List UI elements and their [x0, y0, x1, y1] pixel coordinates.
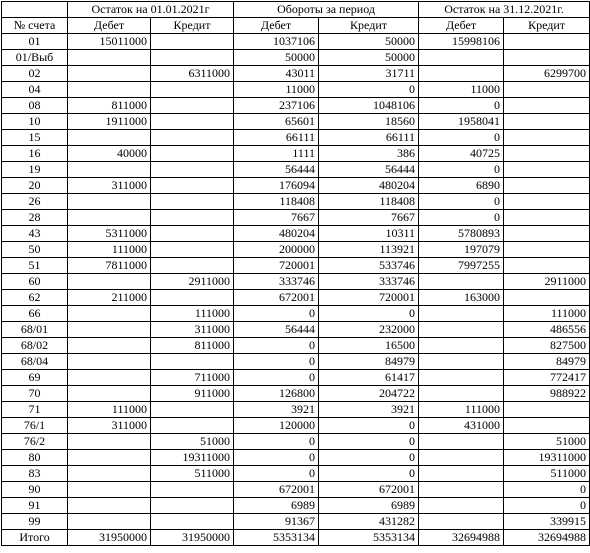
opening-credit-cell: [151, 34, 234, 50]
account-number-cell: 70: [2, 386, 68, 402]
opening-debit-cell: 811000: [68, 98, 151, 114]
turnover-credit-cell: 1048106: [319, 98, 419, 114]
closing-debit-cell: [419, 370, 504, 386]
turnover-debit-cell: 480204: [234, 226, 319, 242]
opening-debit-cell: [68, 130, 151, 146]
table-body: [2, 34, 590, 546]
account-number-cell: 76/2: [2, 434, 68, 450]
account-number-header: № счета: [2, 18, 68, 34]
turnover-credit-cell: 56444: [319, 162, 419, 178]
opening-credit-cell: [151, 194, 234, 210]
closing-credit-cell: [504, 50, 590, 66]
closing-credit-cell: 511000: [504, 466, 590, 482]
turnover-credit-cell: 533746: [319, 258, 419, 274]
turnover-credit-cell: 0: [319, 434, 419, 450]
table-row: [2, 274, 590, 290]
turnover-debit-header: Дебет: [234, 18, 319, 34]
closing-debit-cell: 5780893: [419, 226, 504, 242]
closing-debit-cell: 40725: [419, 146, 504, 162]
closing-credit-cell: 6299700: [504, 66, 590, 82]
table-row: [2, 210, 590, 226]
table-row: [2, 130, 590, 146]
account-number-cell: 43: [2, 226, 68, 242]
account-number-cell: 08: [2, 98, 68, 114]
table-row: [2, 402, 590, 418]
account-number-cell: 80: [2, 450, 68, 466]
closing-credit-cell: 827500: [504, 338, 590, 354]
closing-credit-cell: [504, 226, 590, 242]
turnover-credit-cell: 431282: [319, 514, 419, 530]
opening-debit-cell: [68, 194, 151, 210]
table-row: [2, 98, 590, 114]
table-row: [2, 258, 590, 274]
closing-debit-cell: [419, 338, 504, 354]
closing-debit-cell: [419, 322, 504, 338]
turnover-credit-cell: 0: [319, 450, 419, 466]
opening-debit-cell: [68, 306, 151, 322]
closing-credit-cell: 111000: [504, 306, 590, 322]
turnover-debit-cell: 126800: [234, 386, 319, 402]
closing-debit-cell: [419, 66, 504, 82]
turnover-debit-cell: 1111: [234, 146, 319, 162]
turnover-debit-cell: 720001: [234, 258, 319, 274]
opening-credit-cell: 19311000: [151, 450, 234, 466]
turnover-debit-cell: 56444: [234, 162, 319, 178]
turnover-credit-cell: 10311: [319, 226, 419, 242]
turnover-credit-cell: 50000: [319, 34, 419, 50]
turnover-credit-cell: 5353134: [319, 530, 419, 546]
table-row: [2, 514, 590, 530]
turnover-credit-cell: 0: [319, 466, 419, 482]
opening-credit-cell: [151, 98, 234, 114]
account-number-cell: 60: [2, 274, 68, 290]
closing-debit-cell: [419, 306, 504, 322]
turnover-header: Обороты за период: [234, 2, 419, 18]
turnover-debit-cell: 200000: [234, 242, 319, 258]
turnover-credit-cell: 118408: [319, 194, 419, 210]
turnover-credit-cell: 0: [319, 306, 419, 322]
header-row-groups: [2, 2, 590, 18]
turnover-credit-cell: 672001: [319, 482, 419, 498]
table-row: [2, 114, 590, 130]
account-number-cell: 99: [2, 514, 68, 530]
closing-credit-cell: [504, 146, 590, 162]
table-row: [2, 306, 590, 322]
table-row: [2, 178, 590, 194]
turnover-debit-cell: 0: [234, 434, 319, 450]
account-number-cell: 16: [2, 146, 68, 162]
closing-credit-cell: [504, 258, 590, 274]
account-number-cell: 50: [2, 242, 68, 258]
table-row: [2, 242, 590, 258]
closing-credit-cell: 486556: [504, 322, 590, 338]
opening-credit-cell: [151, 210, 234, 226]
closing-credit-cell: 19311000: [504, 450, 590, 466]
table-row: [2, 498, 590, 514]
opening-credit-cell: [151, 130, 234, 146]
account-number-cell: 76/1: [2, 418, 68, 434]
closing-credit-cell: 32694988: [504, 530, 590, 546]
table-row: [2, 450, 590, 466]
closing-debit-cell: [419, 434, 504, 450]
turnover-credit-cell: 31711: [319, 66, 419, 82]
closing-debit-cell: [419, 354, 504, 370]
closing-debit-cell: [419, 466, 504, 482]
closing-debit-header: Дебет: [419, 18, 504, 34]
closing-credit-cell: [504, 34, 590, 50]
opening-credit-cell: [151, 50, 234, 66]
closing-debit-cell: 0: [419, 210, 504, 226]
closing-debit-cell: 7997255: [419, 258, 504, 274]
table-row: [2, 226, 590, 242]
closing-credit-cell: [504, 418, 590, 434]
opening-credit-cell: [151, 114, 234, 130]
turnover-credit-cell: 61417: [319, 370, 419, 386]
opening-debit-cell: [68, 514, 151, 530]
account-number-cell: 62: [2, 290, 68, 306]
opening-debit-cell: [68, 450, 151, 466]
closing-credit-cell: [504, 290, 590, 306]
opening-debit-cell: 211000: [68, 290, 151, 306]
closing-credit-cell: 84979: [504, 354, 590, 370]
table-row: [2, 82, 590, 98]
turnover-credit-cell: 66111: [319, 130, 419, 146]
closing-debit-cell: [419, 386, 504, 402]
opening-credit-cell: [151, 178, 234, 194]
closing-credit-cell: [504, 242, 590, 258]
opening-credit-cell: [151, 402, 234, 418]
turnover-credit-cell: 232000: [319, 322, 419, 338]
account-number-cell: 04: [2, 82, 68, 98]
turnover-debit-cell: 118408: [234, 194, 319, 210]
closing-debit-cell: 0: [419, 162, 504, 178]
table-row: [2, 418, 590, 434]
account-number-cell: 15: [2, 130, 68, 146]
opening-credit-cell: [151, 290, 234, 306]
turnover-debit-cell: 3921: [234, 402, 319, 418]
closing-credit-cell: 51000: [504, 434, 590, 450]
turnover-credit-cell: 0: [319, 82, 419, 98]
opening-debit-header: Дебет: [68, 18, 151, 34]
turnover-credit-cell: 480204: [319, 178, 419, 194]
opening-debit-cell: 111000: [68, 402, 151, 418]
closing-debit-cell: 197079: [419, 242, 504, 258]
account-number-cell: 01: [2, 34, 68, 50]
opening-credit-cell: [151, 226, 234, 242]
opening-debit-cell: 311000: [68, 178, 151, 194]
table-row: [2, 66, 590, 82]
account-number-cell: 68/04: [2, 354, 68, 370]
opening-debit-cell: [68, 498, 151, 514]
closing-credit-cell: [504, 98, 590, 114]
closing-debit-cell: [419, 450, 504, 466]
closing-credit-cell: [504, 130, 590, 146]
closing-debit-cell: 0: [419, 194, 504, 210]
opening-debit-cell: 7811000: [68, 258, 151, 274]
table-row: [2, 482, 590, 498]
opening-credit-header: Кредит: [151, 18, 234, 34]
turnover-debit-cell: 1037106: [234, 34, 319, 50]
account-number-cell: 10: [2, 114, 68, 130]
turnover-debit-cell: 7667: [234, 210, 319, 226]
opening-credit-cell: 31950000: [151, 530, 234, 546]
opening-debit-cell: 15011000: [68, 34, 151, 50]
closing-debit-cell: 1958041: [419, 114, 504, 130]
turnover-debit-cell: 66111: [234, 130, 319, 146]
closing-credit-cell: [504, 114, 590, 130]
account-header-blank: [2, 2, 68, 18]
account-number-cell: 69: [2, 370, 68, 386]
turnover-credit-cell: 3921: [319, 402, 419, 418]
account-number-cell: 28: [2, 210, 68, 226]
account-number-cell: 20: [2, 178, 68, 194]
opening-credit-cell: 2911000: [151, 274, 234, 290]
table-row: [2, 322, 590, 338]
turnover-debit-cell: 56444: [234, 322, 319, 338]
closing-credit-cell: 339915: [504, 514, 590, 530]
opening-debit-cell: [68, 434, 151, 450]
closing-debit-cell: 15998106: [419, 34, 504, 50]
closing-debit-cell: [419, 50, 504, 66]
closing-debit-cell: [419, 498, 504, 514]
opening-debit-cell: 40000: [68, 146, 151, 162]
opening-debit-cell: [68, 82, 151, 98]
opening-debit-cell: [68, 322, 151, 338]
opening-debit-cell: [68, 370, 151, 386]
table-row: [2, 466, 590, 482]
table-row: [2, 354, 590, 370]
opening-debit-cell: 111000: [68, 242, 151, 258]
turnover-credit-cell: 0: [319, 418, 419, 434]
turnover-debit-cell: 333746: [234, 274, 319, 290]
table-row: [2, 290, 590, 306]
turnover-debit-cell: 120000: [234, 418, 319, 434]
table-row: [2, 50, 590, 66]
opening-debit-cell: 5311000: [68, 226, 151, 242]
account-number-cell: 19: [2, 162, 68, 178]
opening-credit-cell: [151, 418, 234, 434]
opening-credit-cell: [151, 258, 234, 274]
table-row: [2, 146, 590, 162]
turnover-debit-cell: 237106: [234, 98, 319, 114]
table-row: [2, 34, 590, 50]
opening-credit-cell: 511000: [151, 466, 234, 482]
turnover-debit-cell: 176094: [234, 178, 319, 194]
account-number-cell: 83: [2, 466, 68, 482]
turnover-debit-cell: 0: [234, 354, 319, 370]
table-row: [2, 338, 590, 354]
turnover-debit-cell: 0: [234, 466, 319, 482]
closing-credit-cell: [504, 210, 590, 226]
opening-credit-cell: [151, 514, 234, 530]
opening-credit-cell: 911000: [151, 386, 234, 402]
opening-debit-cell: [68, 338, 151, 354]
table-row: [2, 434, 590, 450]
totals-row: [2, 530, 590, 546]
turnover-credit-cell: 113921: [319, 242, 419, 258]
turnover-credit-header: Кредит: [319, 18, 419, 34]
closing-credit-cell: [504, 162, 590, 178]
closing-debit-cell: 163000: [419, 290, 504, 306]
opening-debit-cell: 31950000: [68, 530, 151, 546]
turnover-debit-cell: 672001: [234, 482, 319, 498]
turnover-credit-cell: 7667: [319, 210, 419, 226]
opening-credit-cell: 6311000: [151, 66, 234, 82]
turnover-credit-cell: 720001: [319, 290, 419, 306]
opening-credit-cell: [151, 82, 234, 98]
closing-debit-cell: [419, 482, 504, 498]
turnover-debit-cell: 91367: [234, 514, 319, 530]
closing-debit-cell: 431000: [419, 418, 504, 434]
turnover-debit-cell: 50000: [234, 50, 319, 66]
closing-credit-cell: [504, 178, 590, 194]
opening-credit-cell: 111000: [151, 306, 234, 322]
turnover-credit-cell: 386: [319, 146, 419, 162]
account-number-cell: 90: [2, 482, 68, 498]
opening-credit-cell: 51000: [151, 434, 234, 450]
closing-balance-header: Остаток на 31.12.2021г.: [419, 2, 590, 18]
turnover-debit-cell: 0: [234, 370, 319, 386]
closing-credit-cell: 988922: [504, 386, 590, 402]
account-number-cell: 51: [2, 258, 68, 274]
turnover-credit-cell: 333746: [319, 274, 419, 290]
closing-credit-cell: 0: [504, 482, 590, 498]
turnover-credit-cell: 18560: [319, 114, 419, 130]
opening-balance-header: Остаток на 01.01.2021г: [68, 2, 234, 18]
opening-debit-cell: [68, 354, 151, 370]
opening-debit-cell: 1911000: [68, 114, 151, 130]
table-row: [2, 386, 590, 402]
opening-credit-cell: [151, 162, 234, 178]
closing-credit-header: Кредит: [504, 18, 590, 34]
turnover-credit-cell: 84979: [319, 354, 419, 370]
opening-credit-cell: 811000: [151, 338, 234, 354]
closing-debit-cell: 11000: [419, 82, 504, 98]
closing-credit-cell: [504, 402, 590, 418]
turnover-credit-cell: 204722: [319, 386, 419, 402]
closing-credit-cell: [504, 82, 590, 98]
closing-credit-cell: 772417: [504, 370, 590, 386]
turnover-credit-cell: 16500: [319, 338, 419, 354]
turnover-debit-cell: 43011: [234, 66, 319, 82]
account-number-cell: 02: [2, 66, 68, 82]
opening-debit-cell: [68, 210, 151, 226]
opening-credit-cell: 311000: [151, 322, 234, 338]
turnover-debit-cell: 0: [234, 338, 319, 354]
closing-debit-cell: 32694988: [419, 530, 504, 546]
opening-credit-cell: 711000: [151, 370, 234, 386]
turnover-debit-cell: 11000: [234, 82, 319, 98]
opening-debit-cell: [68, 386, 151, 402]
turnover-debit-cell: 5353134: [234, 530, 319, 546]
opening-credit-cell: [151, 146, 234, 162]
opening-debit-cell: [68, 274, 151, 290]
closing-debit-cell: 0: [419, 98, 504, 114]
turnover-credit-cell: 50000: [319, 50, 419, 66]
turnover-credit-cell: 6989: [319, 498, 419, 514]
table-row: [2, 162, 590, 178]
account-number-cell: Итого: [2, 530, 68, 546]
opening-debit-cell: [68, 466, 151, 482]
account-number-cell: 91: [2, 498, 68, 514]
opening-debit-cell: [68, 162, 151, 178]
opening-credit-cell: [151, 242, 234, 258]
turnover-debit-cell: 65601: [234, 114, 319, 130]
account-number-cell: 68/02: [2, 338, 68, 354]
closing-credit-cell: [504, 194, 590, 210]
turnover-balance-table: [1, 1, 590, 546]
account-number-cell: 26: [2, 194, 68, 210]
turnover-debit-cell: 0: [234, 450, 319, 466]
header-row-columns: [2, 18, 590, 34]
closing-debit-cell: 6890: [419, 178, 504, 194]
table-row: [2, 194, 590, 210]
opening-debit-cell: [68, 66, 151, 82]
turnover-debit-cell: 0: [234, 306, 319, 322]
closing-debit-cell: 111000: [419, 402, 504, 418]
opening-credit-cell: [151, 498, 234, 514]
opening-debit-cell: [68, 50, 151, 66]
opening-credit-cell: [151, 482, 234, 498]
opening-debit-cell: [68, 482, 151, 498]
opening-credit-cell: [151, 354, 234, 370]
account-number-cell: 71: [2, 402, 68, 418]
turnover-debit-cell: 6989: [234, 498, 319, 514]
closing-debit-cell: [419, 514, 504, 530]
turnover-debit-cell: 672001: [234, 290, 319, 306]
account-number-cell: 66: [2, 306, 68, 322]
opening-debit-cell: 311000: [68, 418, 151, 434]
account-number-cell: 01/Выб: [2, 50, 68, 66]
table-row: [2, 370, 590, 386]
closing-debit-cell: 0: [419, 130, 504, 146]
closing-credit-cell: 0: [504, 498, 590, 514]
closing-debit-cell: [419, 274, 504, 290]
closing-credit-cell: 2911000: [504, 274, 590, 290]
account-number-cell: 68/01: [2, 322, 68, 338]
